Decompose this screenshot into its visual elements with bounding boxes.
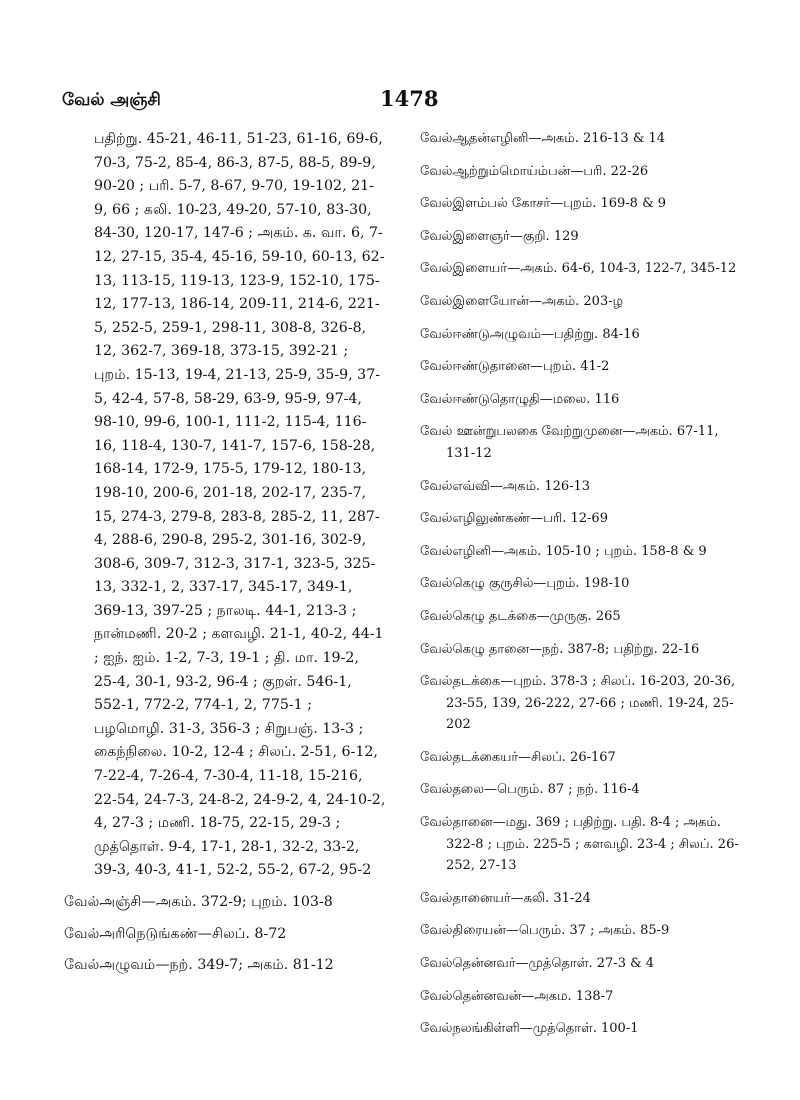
index-entry: வேல்ஈண்டுதானை—புறம். 41-2 <box>420 359 610 375</box>
index-entry: வேல்எழிலுண்கண்—பரி. 12-69 <box>420 511 608 527</box>
index-entry: வேல்அழுவம்—நற். 349-7; அகம். 81-12 <box>64 957 334 974</box>
index-entry: வேல்இளையோன்—அகம். 203-ழ <box>420 293 624 309</box>
index-entry: வேல்கெழு தடக்கை—முருகு. 265 <box>420 608 621 624</box>
index-entry: வேல் ஊன்றுபலகை வேற்றுமுனை—அகம். 67-11, 131-12 <box>420 424 719 461</box>
index-entry-continuation: பதிற்று. 45-21, 46-11, 51-23, 61-16, 69-6, 70-3, 75-2, 85-4, 86-3, 87-5, 88-5, 89-9, 90-20 ; பரி. 5-7, 8-67, 9-70, 19-102, 21-9, 66 ; கலி. 10-23, 49-20, 57-10, 83-30, 84-30, 120-17, 147-6 ; அகம். க. வா. 6, 7-12, 27-15, 35-4, 45-16, 59-10, 60-13, 62-13, 113-15, 119-13, 123-9, 152-10, 175-12, 177-13, 186-14, 209-11, 214-6, 221-5, 252-5, 259-1, 298-11, 308-8, 326-8, 12, 362-7, 369-18, 373-15, 392-21 ; புறம். 15-13, 19-4, 21-13, 25-9, 35-9, 37-5, 42-4, 57-8, 58-29, 63-9, 95-9, 97-4, 98-10, 99-6, 100-1, 111-2, 115-4, 116-16, 118-4, 130-7, 141-7, 157-6, 158-28, 168-14, 172-9, 175-5, 179-12, 180-13, 198-10, 200-6, 201-18, 202-17, 235-7, 15, 274-3, 279-8, 283-8, 285-2, 11, 287-4, 288-6, 290-8, 295-2, 301-16, 302-9, 308-6, 309-7, 312-3, 317-1, 323-5, 325-13, 332-1, 2, 337-17, 345-17, 349-1, 369-13, 397-25 ; நாலடி. 44-1, 213-3 ; நான்மணி. 20-2 ; களவழி. 21-1, 40-2, 44-1 ; ஐந். ஐம். 1-2, 7-3, 19-1 ; தி. மா. 19-2, 25-4, 30-1, 93-2, 96-4 ; குறள். 546-1, 552-1, 772-2, 774-1, 2, 775-1 ; பழமொழி. 31-3, 356-3 ; சிறுபஞ். 13-3 ; கைந்நிலை. 10-2, 12-4 ; சிலப். 2-51, 6-12, 7-22-4, 7-26-4, 7-30-4, 11-18, 15-216, 22-54, 24-7-3, 24-8-2, 24-9-2, 4, 24-10-2, 4, 27-3 ; மணி. 18-75, 22-15, 29-3 ; முத்தொள். 9-4, 17-1, 28-1, 32-2, 33-2, 39-3, 40-3, 41-1, 52-2, 55-2, 67-2, 95-2 <box>94 131 386 879</box>
index-entry: வேல்ஆதன்எழினி—அகம். 216-13 & 14 <box>420 131 666 146</box>
index-entry: வேல்தானை—மது. 369 ; பதிற்று. பதி. 8-4 ; அகம். 322-8 ; புறம். 225-5 ; களவழி. 23-4 ; சிலப். 26-252, 27-13 <box>420 815 739 874</box>
index-entry: வேல்தடக்கை—புறம். 378-3 ; சிலப். 16-203, 20-36, 23-55, 139, 26-222, 27-66 ; மணி. 19-24, 25-202 <box>420 674 736 733</box>
index-entry: வேல்தடக்கையர்—சிலப். 26-167 <box>420 749 616 765</box>
index-entry: வேல்நலங்கிள்ளி—முத்தொள். 100-1 <box>420 1021 639 1037</box>
index-entry: வேல்தலை—பெரும். 87 ; நற். 116-4 <box>420 782 640 798</box>
index-entry: வேல்இளம்பல் கோசர்—புறம். 169-8 & 9 <box>420 196 667 212</box>
index-entry: வேல்அஞ்சி—அகம். 372-9; புறம். 103-8 <box>64 894 333 910</box>
left-column <box>64 128 386 986</box>
index-entry: வேல்ஈண்டுதொழுதி—மலை. 116 <box>420 391 620 407</box>
right-column <box>420 128 740 1051</box>
index-entry: வேல்ஈண்டுஅழுவம்—பதிற்று. 84-16 <box>420 326 640 342</box>
index-entry: வேல்தென்னவன்—அகம. 138-7 <box>420 988 614 1004</box>
page-number: 1478 <box>380 86 439 111</box>
index-entry: வேல்இளையர்—அகம். 64-6, 104-3, 122-7, 345-12 <box>420 261 737 277</box>
index-entry: வேல்எவ்வி—அகம். 126-13 <box>420 478 591 494</box>
index-entry: வேல்எழினி—அகம். 105-10 ; புறம். 158-8 & 9 <box>420 543 707 559</box>
index-entry: வேல்திரையன்—பெரும். 37 ; அகம். 85-9 <box>420 923 670 939</box>
index-entry: வேல்கெழு குருசில்—புறம். 198-10 <box>420 576 630 592</box>
index-entry: வேல்இளைஞர்—குறி. 129 <box>420 228 579 244</box>
running-head: வேல் அஞ்சி <box>62 90 161 110</box>
index-entry: வேல்தென்னவர்—முத்தொள். 27-3 & 4 <box>420 956 655 972</box>
index-entry: வேல்கெழு தானை—நற். 387-8; பதிற்று. 22-16 <box>420 641 700 657</box>
index-entry: வேல்ஆற்றும்மொய்ம்பன்—பரி. 22-26 <box>420 163 649 179</box>
index-entry: வேல்தானையர்—கலி. 31-24 <box>420 890 591 906</box>
index-entry: வேல்அரிநெடுங்கண்—சிலப். 8-72 <box>64 925 287 942</box>
